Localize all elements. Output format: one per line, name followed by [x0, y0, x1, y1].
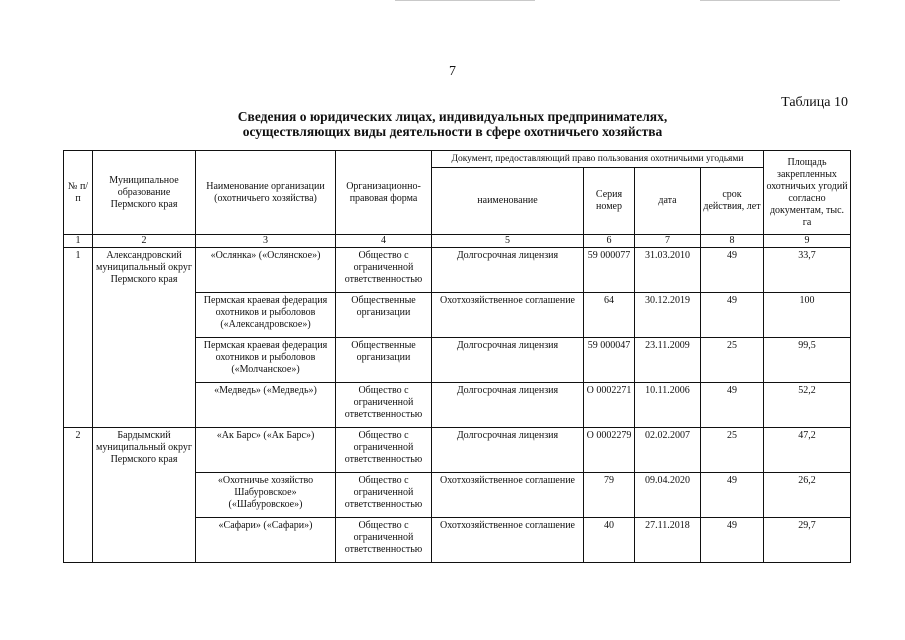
- row-doc: Долгосрочная лицензия: [432, 338, 584, 383]
- row-date: 09.04.2020: [635, 473, 701, 518]
- row-area: 47,2: [764, 428, 851, 473]
- row-series: 64: [584, 293, 635, 338]
- header-doc-name: наименование: [432, 168, 584, 235]
- row-org: «Медведь» («Медведь»): [196, 383, 336, 428]
- table-row: [64, 248, 851, 293]
- row-area: 33,7: [764, 248, 851, 293]
- row-term: 49: [701, 248, 764, 293]
- row-doc: Долгосрочная лицензия: [432, 248, 584, 293]
- row-date: 10.11.2006: [635, 383, 701, 428]
- row-municipality: Бардымский муниципальный округ Пермского края: [93, 428, 196, 563]
- document-title: [0, 109, 905, 139]
- header-date: дата: [635, 168, 701, 235]
- column-number: 5: [432, 235, 584, 248]
- row-area: 99,5: [764, 338, 851, 383]
- table-label: Таблица 10: [781, 95, 848, 110]
- column-number: 9: [764, 235, 851, 248]
- row-form: Общество с ограниченной ответственностью: [336, 518, 432, 563]
- row-doc: Охотхозяйственное соглашение: [432, 473, 584, 518]
- header-org-name: Наименование организации (охотничьего хозяйства): [196, 151, 336, 235]
- scan-artifact-line: [395, 0, 535, 1]
- column-number: 4: [336, 235, 432, 248]
- row-term: 49: [701, 383, 764, 428]
- header-num: № п/п: [64, 151, 93, 235]
- row-series: 59 000047: [584, 338, 635, 383]
- row-series: 79: [584, 473, 635, 518]
- row-org: Пермская краевая федерация охотников и рыболовов («Молчанское»): [196, 338, 336, 383]
- row-doc: Долгосрочная лицензия: [432, 428, 584, 473]
- row-series: О 0002271: [584, 383, 635, 428]
- row-series: 59 000077: [584, 248, 635, 293]
- row-org: «Охотничье хозяйство Шабуровское» («Шабуровское»): [196, 473, 336, 518]
- legal-entities-table: [63, 150, 851, 563]
- row-num: 2: [64, 428, 93, 563]
- scan-artifact-line: [700, 0, 840, 1]
- column-number: 7: [635, 235, 701, 248]
- row-term: 25: [701, 428, 764, 473]
- row-term: 49: [701, 518, 764, 563]
- row-area: 26,2: [764, 473, 851, 518]
- row-form: Общественные организации: [336, 338, 432, 383]
- table-row: [64, 428, 851, 473]
- column-number: 6: [584, 235, 635, 248]
- row-org: «Ослянка» («Ослянское»): [196, 248, 336, 293]
- row-date: 23.11.2009: [635, 338, 701, 383]
- header-row: [64, 151, 851, 168]
- row-org: «Сафари» («Сафари»): [196, 518, 336, 563]
- row-doc: Охотхозяйственное соглашение: [432, 518, 584, 563]
- row-series: 40: [584, 518, 635, 563]
- column-number-row: [64, 235, 851, 248]
- header-area: Площадь закрепленных охотничьих угодий согласно документам, тыс. га: [764, 151, 851, 235]
- row-date: 30.12.2019: [635, 293, 701, 338]
- row-date: 31.03.2010: [635, 248, 701, 293]
- row-area: 100: [764, 293, 851, 338]
- row-form: Общество с ограниченной ответственностью: [336, 383, 432, 428]
- row-municipality: Александровский муниципальный округ Пермского края: [93, 248, 196, 428]
- row-term: 49: [701, 473, 764, 518]
- column-number: 8: [701, 235, 764, 248]
- row-term: 49: [701, 293, 764, 338]
- header-series: Серия номер: [584, 168, 635, 235]
- row-form: Общество с ограниченной ответственностью: [336, 248, 432, 293]
- row-area: 52,2: [764, 383, 851, 428]
- header-municipality: Муниципальное образование Пермского края: [93, 151, 196, 235]
- column-number: 1: [64, 235, 93, 248]
- title-line: осуществляющих виды деятельности в сфере охотничьего хозяйства: [242, 124, 663, 139]
- row-area: 29,7: [764, 518, 851, 563]
- column-number: 2: [93, 235, 196, 248]
- header-legal-form: Организационно-правовая форма: [336, 151, 432, 235]
- row-doc: Охотхозяйственное соглашение: [432, 293, 584, 338]
- row-form: Общество с ограниченной ответственностью: [336, 428, 432, 473]
- column-number: 3: [196, 235, 336, 248]
- row-org: «Ак Барс» («Ак Барс»): [196, 428, 336, 473]
- row-doc: Долгосрочная лицензия: [432, 383, 584, 428]
- header-term: срок действия, лет: [701, 168, 764, 235]
- row-date: 27.11.2018: [635, 518, 701, 563]
- row-form: Общество с ограниченной ответственностью: [336, 473, 432, 518]
- row-org: Пермская краевая федерация охотников и рыболовов («Александровское»): [196, 293, 336, 338]
- page-number: 7: [449, 64, 456, 79]
- row-form: Общественные организации: [336, 293, 432, 338]
- header-document-group: Документ, предоставляющий право пользования охотничьими угодьями: [432, 151, 764, 168]
- row-series: О 0002279: [584, 428, 635, 473]
- title-line: Сведения о юридических лицах, индивидуальных предпринимателях,: [237, 109, 668, 124]
- row-date: 02.02.2007: [635, 428, 701, 473]
- row-num: 1: [64, 248, 93, 428]
- row-term: 25: [701, 338, 764, 383]
